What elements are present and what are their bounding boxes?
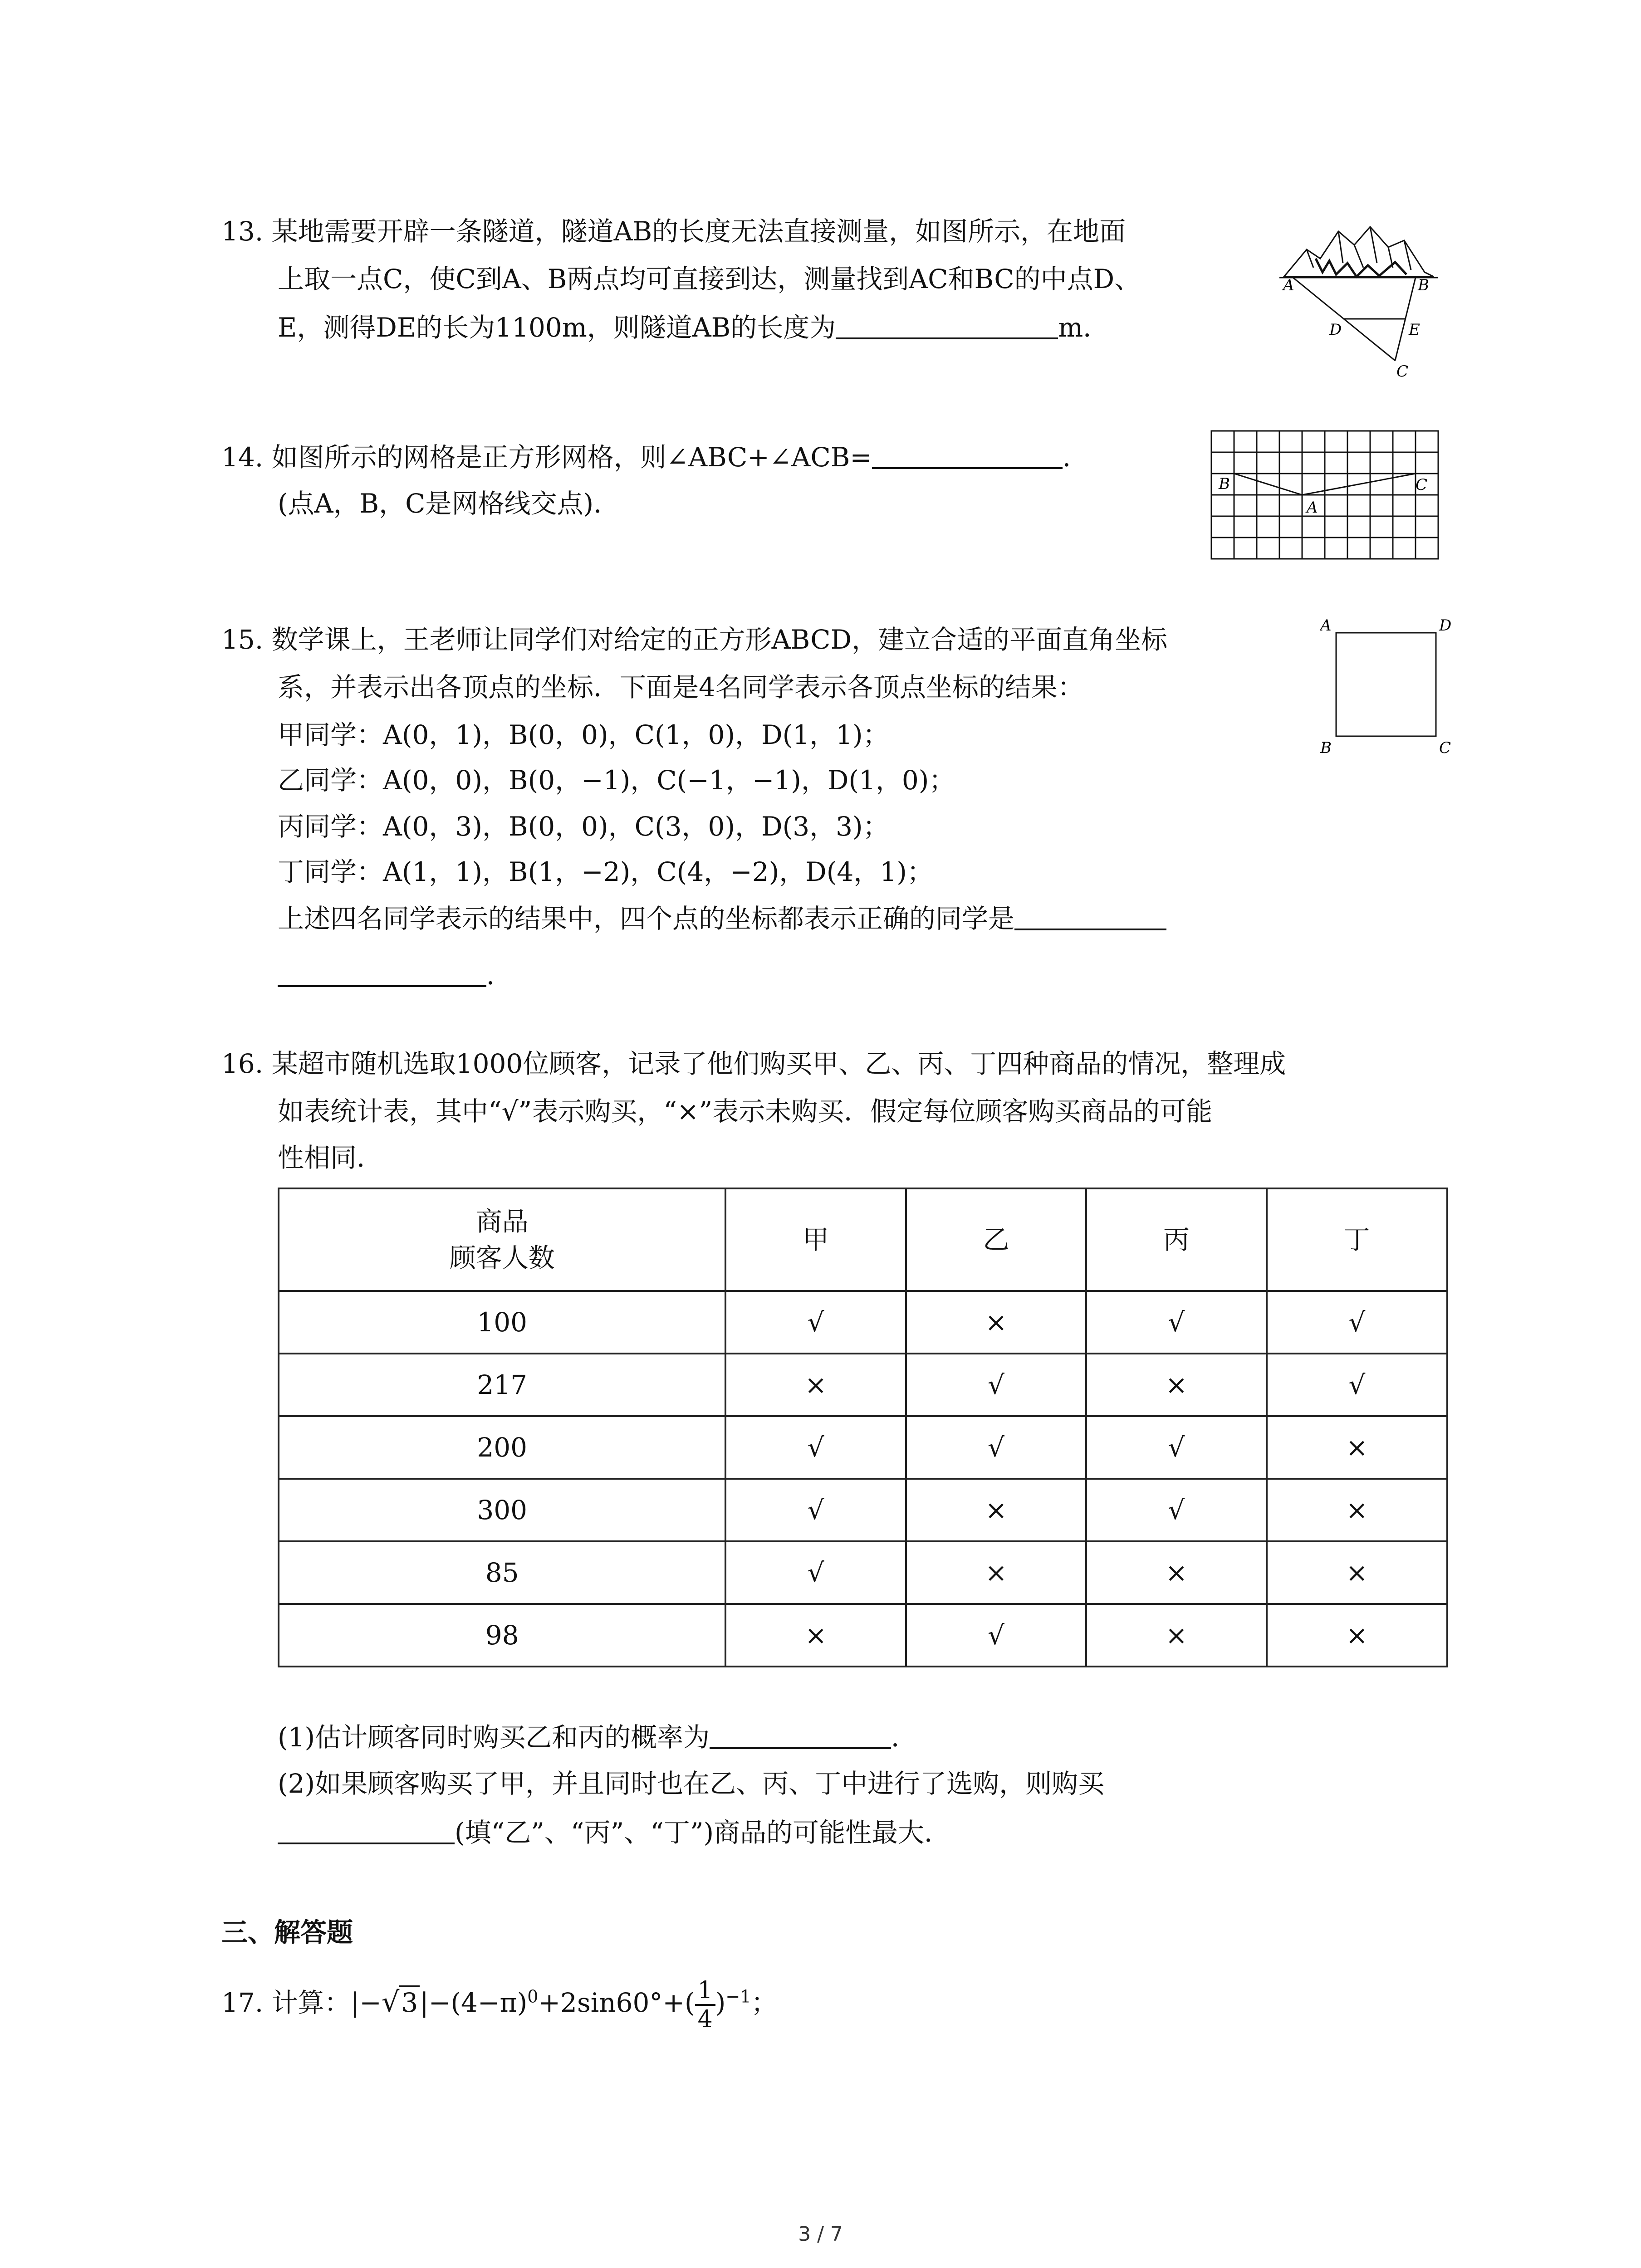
q16-line-2: 如表统计表，其中“√”表示购买，“×”表示未购买．假定每位顾客购买商品的可能 xyxy=(278,1096,1213,1127)
mark-cell: √ xyxy=(725,1291,906,1354)
col-header-ding: 丁 xyxy=(1267,1188,1447,1291)
sqrt-icon: √ xyxy=(381,1985,400,2019)
mark-cell: √ xyxy=(725,1479,906,1541)
mark-cell: × xyxy=(906,1291,1086,1354)
fig14-label-a: A xyxy=(1307,499,1318,517)
row-count: 200 xyxy=(279,1416,725,1479)
mark-cell: √ xyxy=(906,1416,1086,1479)
col-header-bing: 丙 xyxy=(1086,1188,1266,1291)
mark-cell: × xyxy=(1086,1604,1266,1667)
mark-cell: × xyxy=(725,1354,906,1416)
q17-close: ) xyxy=(715,1987,726,2019)
mark-cell: × xyxy=(1267,1604,1447,1667)
fig15-label-c: C xyxy=(1439,739,1451,757)
q17-frac-den: 4 xyxy=(697,2006,713,2033)
q17-exp0: 0 xyxy=(527,1986,539,2007)
q17-mid: |−(4−π) xyxy=(420,1987,528,2019)
table-row xyxy=(279,1354,1447,1416)
q15-line-2: 系，并表示出各顶点的坐标．下面是4名同学表示各顶点坐标的结果： xyxy=(278,672,1084,703)
q13-answer-blank[interactable] xyxy=(836,310,1058,339)
mark-cell: √ xyxy=(906,1354,1086,1416)
mark-cell: × xyxy=(1267,1479,1447,1541)
header-customers: 顾客人数 xyxy=(449,1242,555,1273)
q16-sub-1-end: ． xyxy=(891,1722,918,1753)
fig13-label-b: B xyxy=(1418,276,1429,294)
q14-line-2: (点A，B，C是网格线交点)． xyxy=(278,488,620,519)
page-number: 3 / 7 xyxy=(798,2223,843,2246)
q17-fraction xyxy=(695,1977,715,2033)
row-count: 300 xyxy=(279,1479,725,1541)
q13-line-3-text: E，测得DE的长为1100m，则隧道AB的长度为 xyxy=(278,312,836,343)
header-goods: 商品 xyxy=(475,1206,529,1237)
q17-prefix: 17. 计算：|− xyxy=(221,1987,382,2019)
table-row xyxy=(279,1541,1447,1604)
q15-line-question xyxy=(278,900,1166,937)
q15-answer-blank-2[interactable] xyxy=(278,958,486,987)
mark-cell: √ xyxy=(1267,1354,1447,1416)
q16-line-1: 16. 某超市随机选取1000位顾客，记录了他们购买甲、乙、丙、丁四种商品的情况，整理成 xyxy=(221,1048,1286,1079)
q13-unit: m． xyxy=(1058,312,1110,343)
fig14-label-c: C xyxy=(1416,476,1428,494)
fig13-label-a: A xyxy=(1283,276,1294,294)
q15-line-end xyxy=(278,957,513,993)
col-header-jia: 甲 xyxy=(725,1188,906,1291)
q14-line-1-text: 14. 如图所示的网格是正方形网格，则∠ABC+∠ACB= xyxy=(221,442,872,473)
mark-cell: × xyxy=(906,1479,1086,1541)
q16-sub-1-blank[interactable] xyxy=(710,1720,891,1749)
row-count: 100 xyxy=(279,1291,725,1354)
mark-cell: √ xyxy=(725,1541,906,1604)
q16-sub-2-blank[interactable] xyxy=(278,1815,455,1844)
q15-student-jia: 甲同学：A(0，1)，B(0，0)，C(1，0)，D(1，1)； xyxy=(278,719,889,750)
q16-sub-1-text: (1)估计顾客同时购买乙和丙的概率为 xyxy=(278,1722,710,1753)
mark-cell: × xyxy=(1086,1354,1266,1416)
fig15-label-b: B xyxy=(1320,739,1332,757)
q15-line-1: 15. 数学课上，王老师让同学们对给定的正方形ABCD，建立合适的平面直角坐标 xyxy=(221,624,1168,655)
table-row xyxy=(279,1479,1447,1541)
mark-cell: × xyxy=(1267,1541,1447,1604)
table-header-corner xyxy=(279,1188,725,1291)
q17-frac-num: 1 xyxy=(695,1977,715,2006)
q15-end: ． xyxy=(486,960,513,991)
mark-cell: √ xyxy=(906,1604,1086,1667)
q16-sub-1 xyxy=(278,1719,917,1755)
q15-student-ding: 丁同学：A(1，1)，B(1，−2)，C(4，−2)，D(4，1)； xyxy=(278,856,933,887)
table-row xyxy=(279,1604,1447,1667)
mark-cell: × xyxy=(1086,1541,1266,1604)
table-header-row xyxy=(279,1188,1447,1291)
statistics-table xyxy=(278,1188,1448,1667)
q14-line-1-end: ． xyxy=(1062,442,1089,473)
tunnel-mountain-figure xyxy=(1279,209,1443,381)
square-abcd-figure xyxy=(1320,617,1456,762)
q13-line-1: 13. 某地需要开辟一条隧道，隧道AB的长度无法直接测量，如图所示，在地面 xyxy=(221,216,1126,247)
mark-cell: √ xyxy=(1267,1291,1447,1354)
q15-student-yi: 乙同学：A(0，0)，B(0，−1)，C(−1，−1)，D(1，0)； xyxy=(278,765,955,796)
q13-line-2: 上取一点C，使C到A、B两点均可直接到达，测量找到AC和BC的中点D、 xyxy=(278,264,1141,294)
q16-sub-2-cont xyxy=(278,1814,950,1851)
section-heading: 三、解答题 xyxy=(221,1917,353,1948)
row-count: 98 xyxy=(279,1604,725,1667)
mark-cell: √ xyxy=(1086,1416,1266,1479)
fig15-label-a: A xyxy=(1320,617,1332,635)
fig14-label-b: B xyxy=(1219,475,1230,493)
q15-question-text: 上述四名同学表示的结果中，四个点的坐标都表示正确的同学是 xyxy=(278,903,1015,934)
fig13-label-e: E xyxy=(1409,321,1420,339)
square-grid-figure xyxy=(1207,426,1443,562)
fig15-label-d: D xyxy=(1439,617,1452,635)
fig13-label-d: D xyxy=(1329,321,1342,339)
q15-answer-blank-1[interactable] xyxy=(1014,901,1166,930)
q17-exp1: −1 xyxy=(725,1986,751,2007)
row-count: 85 xyxy=(279,1541,725,1604)
q17-mid2: +2sin60°+( xyxy=(538,1987,695,2019)
row-count: 217 xyxy=(279,1354,725,1416)
q15-student-bing: 丙同学：A(0，3)，B(0，0)，C(3，0)，D(3，3)； xyxy=(278,811,889,842)
mark-cell: × xyxy=(906,1541,1086,1604)
q14-answer-blank[interactable] xyxy=(872,440,1063,469)
q17-end: ； xyxy=(751,1987,778,2019)
q14-line-1 xyxy=(221,439,1089,475)
q13-line-3 xyxy=(278,309,1109,346)
q16-sub-2-tail: (填“乙”、“丙”、“丁”)商品的可能性最大． xyxy=(455,1817,951,1848)
mark-cell: √ xyxy=(1086,1479,1266,1541)
col-header-yi: 乙 xyxy=(906,1188,1086,1291)
q16-line-3: 性相同． xyxy=(278,1142,383,1173)
mark-cell: × xyxy=(725,1604,906,1667)
fig13-label-c: C xyxy=(1396,362,1409,381)
table-row xyxy=(279,1291,1447,1354)
q17-sqrt-arg: 3 xyxy=(399,1985,420,2018)
mark-cell: × xyxy=(1267,1416,1447,1479)
q17-expression xyxy=(221,1977,777,2033)
mark-cell: √ xyxy=(725,1416,906,1479)
q16-sub-2: (2)如果顾客购买了甲，并且同时也在乙、丙、丁中进行了选购，则购买 xyxy=(278,1768,1105,1799)
mark-cell: √ xyxy=(1086,1291,1266,1354)
table-row xyxy=(279,1416,1447,1479)
